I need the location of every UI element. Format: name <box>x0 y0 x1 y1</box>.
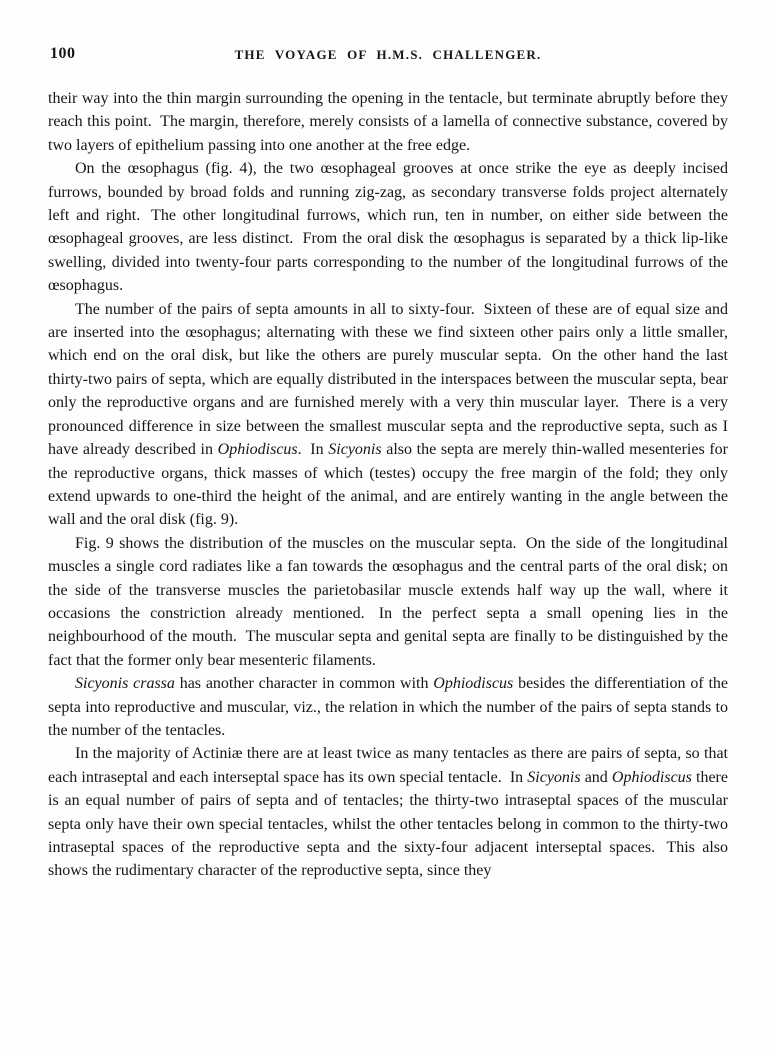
paragraph <box>48 298 728 532</box>
paragraph <box>48 742 728 882</box>
text-run: Fig. 9 shows the distribution of the muscles on the muscular septa. On the side of the longitudinal muscles a single cord radiates like a fan towards the œsophagus and the central parts of the oral disk; on the side of the transverse muscles the parietobasilar muscle extends half way up the wall, where it occasions the constriction already mentioned. In the perfect septa a small opening lies in the neighbourhood of the mouth. The muscular septa and genital septa are finally to be distinguished by the fact that the former only bear mesenteric filaments. <box>48 534 728 669</box>
italic-text-run: Ophiodiscus <box>433 675 514 693</box>
text-run: besides the differentiation of the septa into reproductive and muscular, viz., the relation in which the number of the pairs of septa stands to the number of the tentacles. <box>48 675 729 739</box>
text-run: there is an equal number of pairs of septa and of tentacles; the thirty-two intraseptal spaces of the muscular septa only have their own special tentacles, whilst the other tentacles belong in common to the thirty-two intraseptal spaces of the reproductive septa and the sixty-four adjacent interseptal spaces. This also shows the rudimentary character of the reproductive septa, since they <box>48 768 728 880</box>
italic-text-run: Sicyonis crassa <box>75 675 175 693</box>
running-head <box>48 45 728 67</box>
paragraph <box>48 532 728 672</box>
paragraph <box>48 157 728 297</box>
text-run: and <box>580 768 612 786</box>
text-run: has another character in common with <box>174 675 434 693</box>
text-run: On the œsophagus (fig. 4), the two œsophageal grooves at once strike the eye as deeply incised furrows, bounded by broad folds and running zig-zag, as secondary transverse folds project alternately left and right. The other longitudinal furrows, which run, ten in number, on either side between the œsophageal grooves, are less distinct. From the oral disk the œsophagus is separated by a thick lip-like swelling, divided into twenty-four parts corresponding to the number of the longitudinal furrows of the œsophagus. <box>48 160 728 295</box>
text-run: In the majority of Actiniæ there are at least twice as many tentacles as there are pairs of septa, so that each intraseptal and each interseptal space has its own special tentacle. In <box>48 745 728 786</box>
paragraph <box>48 87 728 157</box>
paragraph <box>48 672 728 742</box>
italic-text-run: Ophiodiscus <box>217 441 298 459</box>
running-title: THE VOYAGE OF H.M.S. CHALLENGER. <box>234 47 542 62</box>
text-run: also the septa are merely thin-walled mesenteries for the reproductive organs, thick masses of which (testes) occupy the free margin of the fold; they only extend upwards to one-third the height of the animal, and are entirely wanting in the angle between the wall and the oral disk (fig. 9). <box>48 441 729 529</box>
body-text <box>48 87 728 883</box>
italic-text-run: Sicyonis <box>328 441 382 459</box>
text-run: The number of the pairs of septa amounts in all to sixty-four. Sixteen of these are of equal size and are inserted into the œsophagus; alternating with these we find sixteen other pairs only a little smaller, which end on the oral disk, but like the others are purely muscular septa. On the other hand the last thirty-two pairs of septa, which are equally distributed in the interspaces between the muscular septa, bear only the reproductive organs and are furnished merely with a very thin muscular layer. There is a very pronounced difference in size between the smallest muscular septa and the reproductive septa, such as I have already described in <box>48 300 728 459</box>
text-run: their way into the thin margin surrounding the opening in the tentacle, but terminate abruptly before they reach this point. The margin, therefore, merely consists of a lamella of connective substance, covered by two layers of epithelium passing into one another at the free edge. <box>48 90 728 154</box>
italic-text-run: Ophiodiscus <box>611 768 692 786</box>
text-run: . In <box>297 441 329 459</box>
page-number: 100 <box>50 45 76 62</box>
italic-text-run: Sicyonis <box>527 768 581 786</box>
